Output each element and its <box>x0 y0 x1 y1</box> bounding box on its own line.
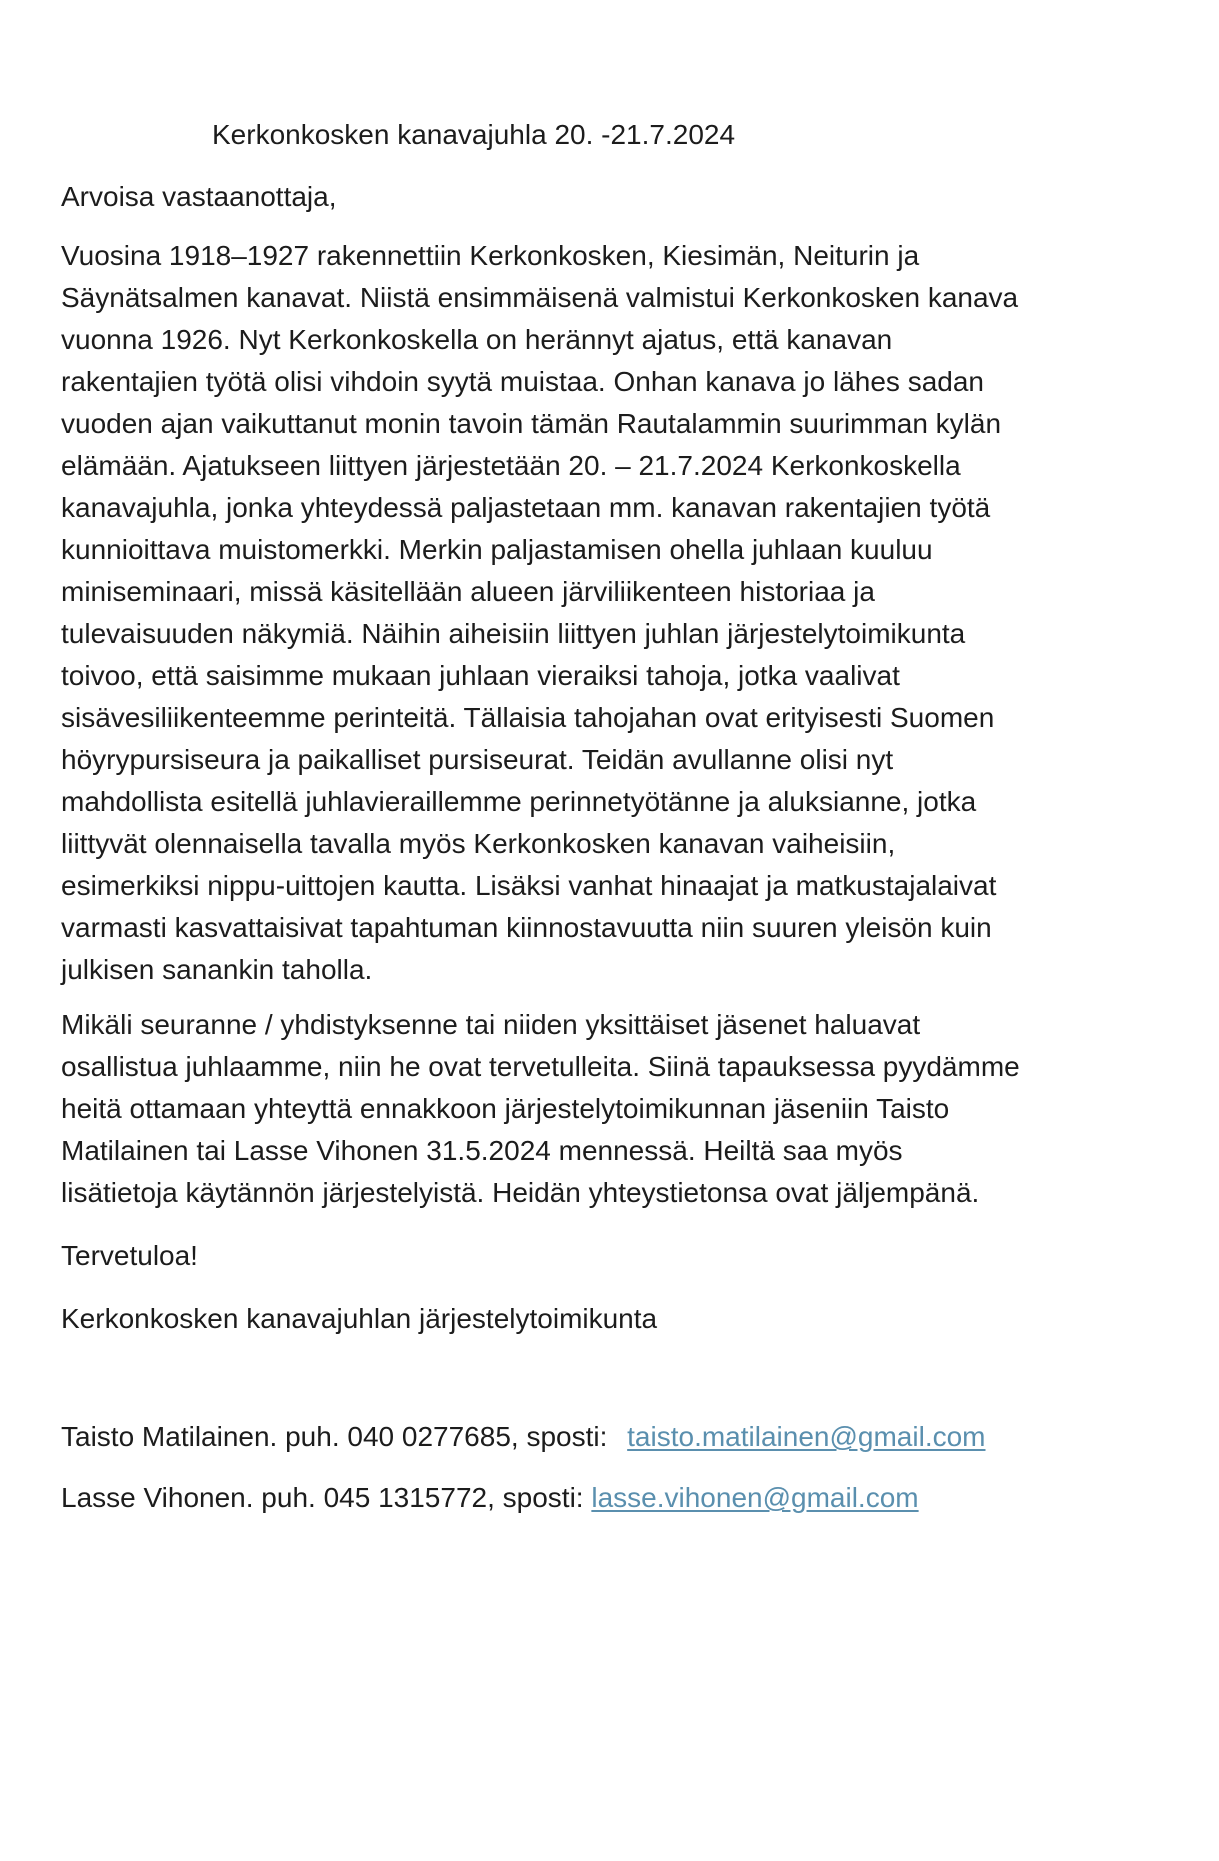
document-title: Kerkonkosken kanavajuhla 20. -21.7.2024 <box>212 119 736 150</box>
body-paragraph-1 <box>61 235 1018 991</box>
paragraph-line: sisävesiliikenteemme perinteitä. Tällaisia tahojahan ovat erityisesti Suomen <box>61 702 995 733</box>
paragraph-line: liittyvät olennaisella tavalla myös Kerkonkosken kanavan vaiheisiin, <box>61 828 896 859</box>
paragraph-line: tulevaisuuden näkymiä. Näihin aiheisiin liittyen juhlan järjestelytoimikunta <box>61 618 966 649</box>
paragraph-line: elämään. Ajatukseen liittyen järjestetään 20. – 21.7.2024 Kerkonkoskella <box>61 450 961 481</box>
contact-taisto <box>61 1420 986 1454</box>
email-link-taisto[interactable]: taisto.matilainen@gmail.com <box>627 1421 986 1452</box>
body-paragraph-2 <box>61 1004 1020 1214</box>
paragraph-line: varmasti kasvattaisivat tapahtuman kiinnostavuutta niin suuren yleisön kuin <box>61 912 992 943</box>
paragraph-line: esimerkiksi nippu-uittojen kautta. Lisäksi vanhat hinaajat ja matkustajalaivat <box>61 870 997 901</box>
paragraph-line: rakentajien työtä olisi vihdoin syytä muistaa. Onhan kanava jo lähes sadan <box>61 366 984 397</box>
paragraph-line: höyrypursiseura ja paikalliset pursiseurat. Teidän avullanne olisi nyt <box>61 744 894 775</box>
paragraph-line: julkisen sanankin taholla. <box>61 954 373 985</box>
paragraph-line: heitä ottamaan yhteyttä ennakkoon järjestelytoimikunnan jäseniin Taisto <box>61 1093 950 1124</box>
paragraph-line: osallistua juhlaamme, niin he ovat tervetulleita. Siinä tapauksessa pyydämme <box>61 1051 1020 1082</box>
paragraph-line: toivoo, että saisimme mukaan juhlaan vieraiksi tahoja, jotka vaalivat <box>61 660 900 691</box>
contact-details: Lasse Vihonen. puh. 045 1315772, sposti: <box>61 1482 584 1513</box>
welcome-text: Tervetuloa! <box>61 1240 198 1271</box>
salutation: Arvoisa vastaanottaja, <box>61 181 337 212</box>
paragraph-line: Säynätsalmen kanavat. Niistä ensimmäisenä valmistui Kerkonkosken kanava <box>61 282 1019 313</box>
signature: Kerkonkosken kanavajuhlan järjestelytoimikunta <box>61 1303 658 1334</box>
email-link-lasse[interactable]: lasse.vihonen@gmail.com <box>591 1482 919 1513</box>
paragraph-line: kunnioittava muistomerkki. Merkin paljastamisen ohella juhlaan kuuluu <box>61 534 933 565</box>
paragraph-line: Matilainen tai Lasse Vihonen 31.5.2024 mennessä. Heiltä saa myös <box>61 1135 903 1166</box>
contact-details: Taisto Matilainen. puh. 040 0277685, sposti: <box>61 1421 608 1452</box>
paragraph-line: lisätietoja käytännön järjestelyistä. Heidän yhteystietonsa ovat jäljempänä. <box>61 1177 980 1208</box>
paragraph-line: kanavajuhla, jonka yhteydessä paljastetaan mm. kanavan rakentajien työtä <box>61 492 991 523</box>
paragraph-line: vuonna 1926. Nyt Kerkonkoskella on herännyt ajatus, että kanavan <box>61 324 893 355</box>
paragraph-line: miniseminaari, missä käsitellään alueen järviliikenteen historiaa ja <box>61 576 875 607</box>
paragraph-line: Mikäli seuranne / yhdistyksenne tai niiden yksittäiset jäsenet haluavat <box>61 1009 921 1040</box>
paragraph-line: vuoden ajan vaikuttanut monin tavoin tämän Rautalammin suurimman kylän <box>61 408 1002 439</box>
contact-lasse <box>61 1481 919 1515</box>
paragraph-line: mahdollista esitellä juhlavieraillemme perinnetyötänne ja aluksianne, jotka <box>61 786 977 817</box>
paragraph-line: Vuosina 1918–1927 rakennettiin Kerkonkosken, Kiesimän, Neiturin ja <box>61 240 920 271</box>
